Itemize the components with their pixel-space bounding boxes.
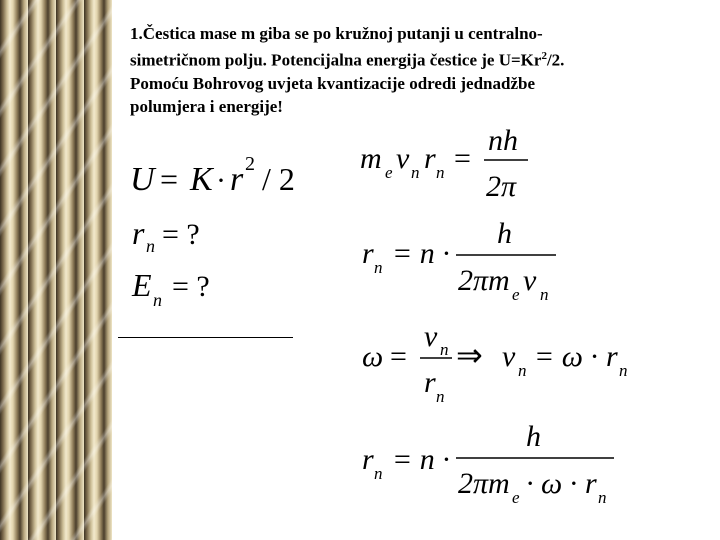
dot-operator: · [216, 164, 226, 197]
velocity-symbol: v [502, 340, 516, 373]
denominator: 2π [486, 170, 517, 203]
numerator: nh [488, 124, 518, 157]
radius-symbol: r [424, 142, 436, 175]
exponent: 2 [541, 50, 547, 62]
e-symbol: E [132, 267, 152, 303]
equals-n-dot: = n · [392, 443, 450, 476]
problem-line-3: Pomoću Bohrovog uvjeta kvantizacije odredi jednadžbe [130, 73, 535, 93]
exponent-2: 2 [245, 153, 255, 175]
subscript-n: n [598, 488, 607, 507]
numerator-h: h [526, 420, 541, 453]
equals-sign: = [390, 340, 407, 373]
equals-sign: = [160, 161, 179, 197]
equals-question: = ? [172, 270, 210, 303]
radius-expression [362, 217, 556, 304]
r-symbol: r [230, 161, 244, 198]
subscript-n: n [153, 290, 162, 310]
mass-symbol: m [360, 142, 382, 175]
problem-line-4: polumjera i energije! [130, 96, 283, 116]
angular-velocity-relation [362, 320, 628, 406]
equals-omega-dot: = ω · [534, 340, 598, 373]
subscript-n: n [540, 285, 549, 304]
subscript-n: n [440, 340, 449, 359]
denominator-r: r [424, 366, 436, 399]
radius-final-expression [362, 420, 614, 507]
equals-sign: = [454, 142, 471, 175]
subscript-n: n [619, 361, 628, 380]
bohr-condition [360, 124, 528, 203]
given-rn-unknown [132, 215, 200, 256]
velocity-symbol: v [396, 142, 410, 175]
k-symbol: K [190, 161, 213, 198]
subscript-n: n [146, 236, 155, 256]
velocity-symbol: v [523, 264, 537, 297]
numerator-v: v [424, 320, 438, 353]
subscript-n: n [411, 163, 420, 182]
radius-symbol: r [362, 237, 374, 270]
subscript-n: n [518, 361, 527, 380]
subscript-n: n [436, 163, 445, 182]
radius-symbol: r [585, 467, 597, 500]
radius-symbol: r [362, 443, 374, 476]
dot-omega-dot: · ω · [526, 467, 578, 500]
problem-line-2-end: /2. [546, 50, 565, 70]
subscript-e: e [385, 163, 393, 182]
omega-symbol: ω [362, 340, 384, 373]
implies-arrow: ⇒ [456, 337, 483, 373]
problem-line-2-text: simetričnom polju. Potencijalna energija čestice je U=Kr [130, 50, 542, 70]
subscript-e: e [512, 488, 520, 507]
denominator: 2πm [458, 467, 510, 500]
subscript-n: n [436, 387, 445, 406]
radius-symbol: r [606, 340, 618, 373]
u-symbol: U [130, 161, 155, 198]
given-potential [130, 153, 295, 198]
denominator: 2πm [458, 264, 510, 297]
equals-n-dot: = n · [392, 237, 450, 270]
numerator-h: h [497, 217, 512, 250]
subscript-n: n [374, 464, 383, 483]
problem-line-1: 1.Čestica mase m giba se po kružnoj putanji u centralno- [130, 24, 543, 43]
subscript-e: e [512, 285, 520, 304]
equals-question: = ? [162, 218, 200, 251]
given-en-unknown [131, 267, 210, 310]
subscript-n: n [374, 258, 383, 277]
r-symbol: r [132, 215, 145, 251]
divide-by-2: / 2 [262, 161, 295, 197]
